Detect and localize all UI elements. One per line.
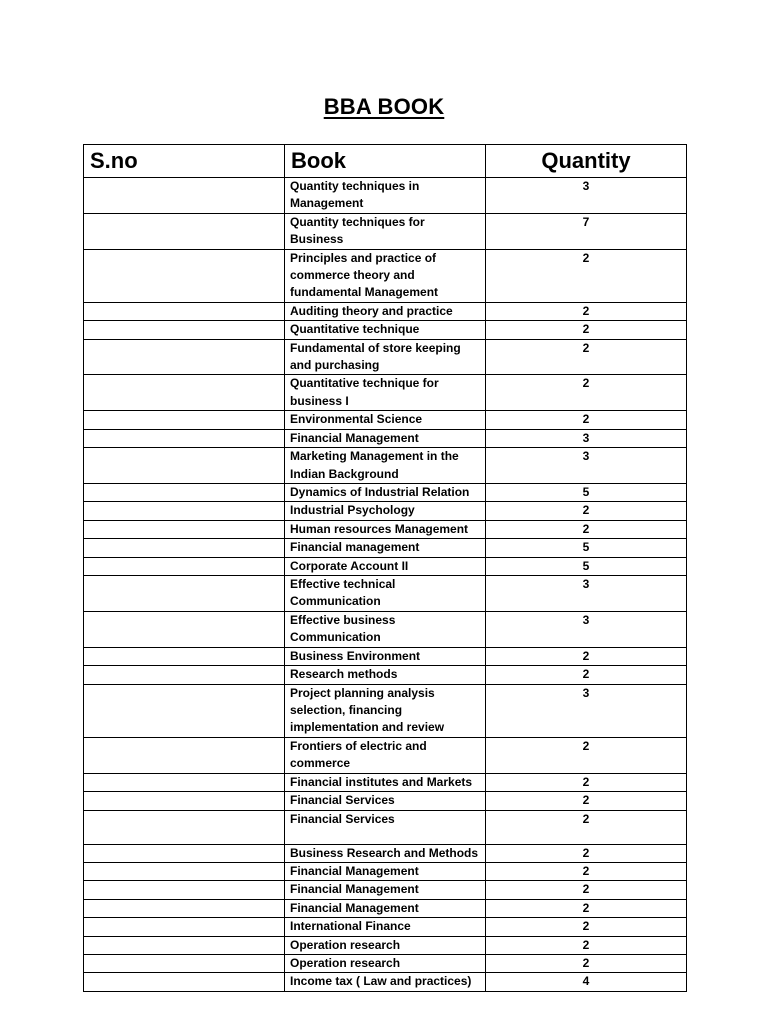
cell-book-title: Principles and practice of commerce theory and fundamental Management	[285, 249, 486, 302]
cell-sno	[84, 844, 285, 862]
cell-quantity: 5	[486, 557, 687, 575]
cell-sno	[84, 647, 285, 665]
page-title-text: BBA BOOK	[323, 94, 445, 119]
table-row	[84, 955, 687, 973]
table-row	[84, 539, 687, 557]
table-row	[84, 557, 687, 575]
cell-book-title: Financial Management	[285, 881, 486, 899]
cell-quantity: 2	[486, 249, 687, 302]
cell-quantity: 2	[486, 737, 687, 773]
table-row	[84, 339, 687, 375]
cell-book-title: International Finance	[285, 918, 486, 936]
table-body	[84, 178, 687, 992]
cell-quantity: 3	[486, 178, 687, 214]
cell-quantity: 2	[486, 936, 687, 954]
table-row	[84, 448, 687, 484]
cell-book-title: Income tax ( Law and practices)	[285, 973, 486, 991]
cell-quantity: 2	[486, 520, 687, 538]
table-row	[84, 844, 687, 862]
cell-quantity: 2	[486, 810, 687, 844]
cell-book-title: Financial Management	[285, 899, 486, 917]
cell-book-title: Quantitative technique for business I	[285, 375, 486, 411]
cell-book-title: Financial Management	[285, 429, 486, 447]
cell-sno	[84, 539, 285, 557]
cell-quantity: 2	[486, 375, 687, 411]
cell-quantity: 2	[486, 955, 687, 973]
table-row	[84, 918, 687, 936]
table-row	[84, 429, 687, 447]
cell-book-title: Fundamental of store keeping and purchasing	[285, 339, 486, 375]
cell-sno	[84, 483, 285, 501]
cell-book-title: Effective technical Communication	[285, 575, 486, 611]
cell-quantity: 7	[486, 213, 687, 249]
table-row	[84, 302, 687, 320]
cell-quantity: 5	[486, 539, 687, 557]
cell-quantity: 2	[486, 302, 687, 320]
cell-sno	[84, 178, 285, 214]
cell-book-title: Financial institutes and Markets	[285, 773, 486, 791]
cell-quantity: 3	[486, 684, 687, 737]
table-header-row	[84, 145, 687, 178]
cell-sno	[84, 557, 285, 575]
cell-book-title: Dynamics of Industrial Relation	[285, 483, 486, 501]
cell-quantity: 2	[486, 792, 687, 810]
cell-book-title: Financial management	[285, 539, 486, 557]
cell-sno	[84, 249, 285, 302]
table-row	[84, 647, 687, 665]
table-row	[84, 773, 687, 791]
cell-quantity: 2	[486, 773, 687, 791]
cell-sno	[84, 611, 285, 647]
cell-quantity: 2	[486, 863, 687, 881]
cell-book-title: Industrial Psychology	[285, 502, 486, 520]
cell-book-title: Auditing theory and practice	[285, 302, 486, 320]
table-row	[84, 737, 687, 773]
books-table	[83, 144, 687, 992]
cell-book-title: Project planning analysis selection, financing implementation and review	[285, 684, 486, 737]
column-header-quantity: Quantity	[486, 145, 687, 178]
cell-book-title: Financial Services	[285, 810, 486, 844]
table-row	[84, 684, 687, 737]
cell-book-title: Effective business Communication	[285, 611, 486, 647]
table-row	[84, 666, 687, 684]
table-row	[84, 973, 687, 991]
cell-sno	[84, 737, 285, 773]
table-row	[84, 936, 687, 954]
cell-sno	[84, 973, 285, 991]
cell-sno	[84, 213, 285, 249]
cell-sno	[84, 339, 285, 375]
cell-sno	[84, 792, 285, 810]
cell-book-title: Frontiers of electric and commerce	[285, 737, 486, 773]
cell-sno	[84, 411, 285, 429]
cell-quantity: 3	[486, 611, 687, 647]
cell-sno	[84, 502, 285, 520]
cell-sno	[84, 863, 285, 881]
cell-sno	[84, 810, 285, 844]
table-row	[84, 863, 687, 881]
cell-quantity: 5	[486, 483, 687, 501]
table-row	[84, 810, 687, 844]
cell-book-title: Environmental Science	[285, 411, 486, 429]
table-row	[84, 792, 687, 810]
cell-quantity: 2	[486, 411, 687, 429]
table-row	[84, 520, 687, 538]
cell-quantity: 2	[486, 844, 687, 862]
cell-sno	[84, 429, 285, 447]
cell-book-title: Marketing Management in the Indian Background	[285, 448, 486, 484]
cell-quantity: 2	[486, 339, 687, 375]
cell-sno	[84, 936, 285, 954]
cell-sno	[84, 375, 285, 411]
table-row	[84, 178, 687, 214]
cell-sno	[84, 520, 285, 538]
cell-book-title: Human resources Management	[285, 520, 486, 538]
cell-quantity: 2	[486, 502, 687, 520]
cell-quantity: 2	[486, 881, 687, 899]
table-row	[84, 375, 687, 411]
table-row	[84, 321, 687, 339]
cell-book-title: Quantity techniques in Management	[285, 178, 486, 214]
cell-book-title: Research methods	[285, 666, 486, 684]
cell-sno	[84, 575, 285, 611]
cell-book-title: Operation research	[285, 955, 486, 973]
page-title	[0, 94, 768, 120]
cell-sno	[84, 881, 285, 899]
cell-sno	[84, 666, 285, 684]
cell-sno	[84, 955, 285, 973]
cell-quantity: 4	[486, 973, 687, 991]
table-row	[84, 213, 687, 249]
table-row	[84, 483, 687, 501]
cell-book-title: Financial Management	[285, 863, 486, 881]
cell-quantity: 2	[486, 647, 687, 665]
table-row	[84, 899, 687, 917]
cell-quantity: 2	[486, 918, 687, 936]
cell-quantity: 3	[486, 448, 687, 484]
cell-book-title: Quantity techniques for Business	[285, 213, 486, 249]
cell-sno	[84, 321, 285, 339]
cell-book-title: Corporate Account II	[285, 557, 486, 575]
cell-book-title: Business Research and Methods	[285, 844, 486, 862]
cell-quantity: 2	[486, 899, 687, 917]
table-row	[84, 611, 687, 647]
cell-quantity: 2	[486, 321, 687, 339]
cell-quantity: 3	[486, 575, 687, 611]
cell-book-title: Financial Services	[285, 792, 486, 810]
column-header-book: Book	[285, 145, 486, 178]
cell-book-title: Quantitative technique	[285, 321, 486, 339]
cell-sno	[84, 684, 285, 737]
cell-sno	[84, 448, 285, 484]
table-row	[84, 502, 687, 520]
table-row	[84, 881, 687, 899]
cell-sno	[84, 302, 285, 320]
table-row	[84, 575, 687, 611]
cell-book-title: Operation research	[285, 936, 486, 954]
column-header-sno: S.no	[84, 145, 285, 178]
cell-quantity: 3	[486, 429, 687, 447]
cell-sno	[84, 918, 285, 936]
table-row	[84, 249, 687, 302]
cell-quantity: 2	[486, 666, 687, 684]
table-row	[84, 411, 687, 429]
cell-book-title: Business Environment	[285, 647, 486, 665]
cell-sno	[84, 773, 285, 791]
cell-sno	[84, 899, 285, 917]
